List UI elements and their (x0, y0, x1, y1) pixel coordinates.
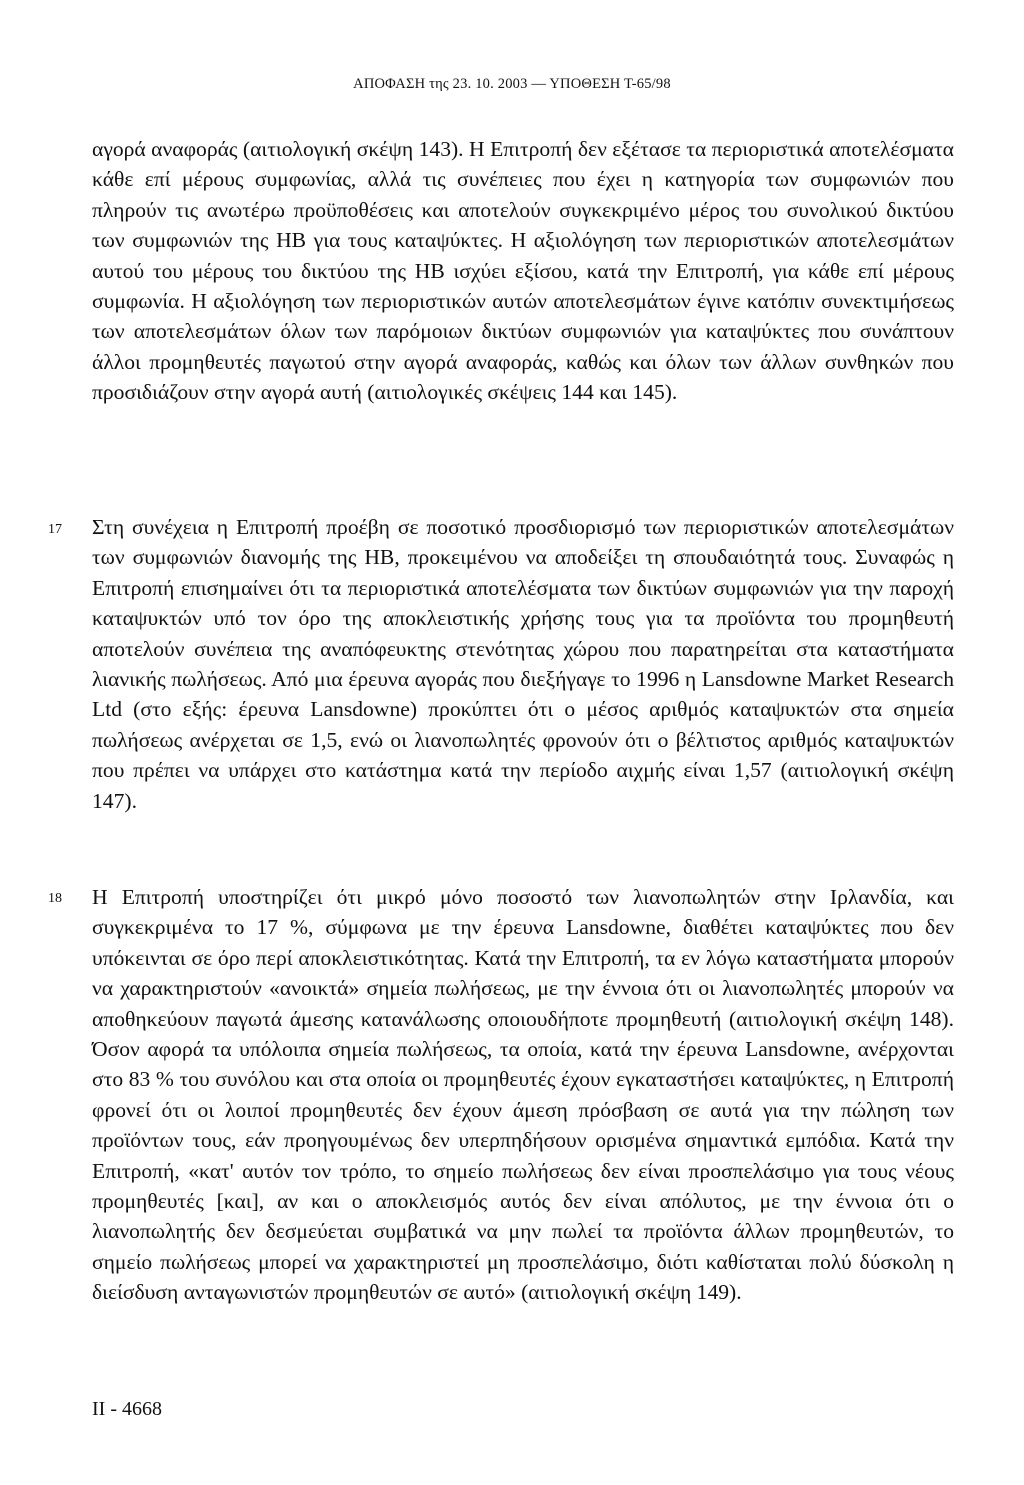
page-number: II - 4668 (92, 1398, 162, 1420)
paragraph-17: Στη συνέχεια η Επιτροπή προέβη σε ποσοτικό προσδιορισμό των περιοριστικών αποτελεσμάτων των συμφωνιών διανομής της ΗΒ, προκειμένου να αποδείξει τη σπουδαιότητά τους. Συναφώς η Επιτροπή επισημαίνει ότι τα περιοριστικά αποτελέσματα των δικτύων συμφωνιών για την παροχή καταψυκτών υπό τον όρο της αποκλειστικής χρήσης τους για τα προϊόντα του προμηθευτή αποτελούν συνέπεια της αναπόφευκτης στενότητας χώρου που παρατηρείται στα καταστήματα λιανικής πωλήσεως. Από μια έρευνα αγοράς που διεξήγαγε το 1996 η Lansdowne Market Research Ltd (στο εξής: έρευνα Lansdowne) προκύπτει ότι ο μέσος αριθμός καταψυκτών στα σημεία πωλήσεως ανέρχεται σε 1,5, ενώ οι λιανοπωλητές φρονούν ότι ο βέλτιστος αριθμός καταψυκτών που πρέπει να υπάρχει στο κατάστημα κατά την περίοδο αιχμής είναι 1,57 (αιτιολογική σκέψη 147). (92, 515, 954, 813)
paragraph-number-18: 18 (48, 891, 62, 906)
paragraph-number-17: 17 (48, 522, 62, 537)
paragraph-continued: αγορά αναφοράς (αιτιολογική σκέψη 143). Η Επιτροπή δεν εξέτασε τα περιοριστικά αποτελέσματα κάθε επί μέρους συμφωνίας, αλλά τις συνέπειες που έχει η κατηγορία των συμφωνιών που πληρούν τις ανωτέρω προϋποθέσεις και αποτελούν συγκεκριμένο μέρος του συνολικού δικτύου των συμφωνιών της ΗΒ για τους καταψύκτες. Η αξιολόγηση των περιοριστικών αποτελεσμάτων αυτού του μέρους του δικτύου της ΗΒ ισχύει εξίσου, κατά την Επιτροπή, για κάθε επί μέρους συμφωνία. Η αξιολόγηση των περιοριστικών αυτών αποτελεσμάτων έγινε κατόπιν συνεκτιμήσεως των αποτελεσμάτων όλων των παρόμοιων δικτύων συμφωνιών για καταψύκτες που συνάπτουν άλλοι προμηθευτές παγωτού στην αγορά αναφοράς, καθώς και όλων των άλλων συνθηκών που προσιδιάζουν στην αγορά αυτή (αιτιολογικές σκέψεις 144 και 145). (92, 137, 954, 405)
paragraph-18: Η Επιτροπή υποστηρίζει ότι μικρό μόνο ποσοστό των λιανοπωλητών στην Ιρλανδία, και συγκεκριμένα το 17 %, σύμφωνα με την έρευνα Lansdowne, διαθέτει καταψύκτες που δεν υπόκεινται σε όρο περί αποκλειστικότητας. Κατά την Επιτροπή, τα εν λόγω καταστήματα μπορούν να χαρακτηριστούν «ανοικτά» σημεία πωλήσεως, με την έννοια ότι οι λιανοπωλητές μπορούν να αποθηκεύουν παγωτά άμεσης κατανάλωσης οποιουδήποτε προμηθευτή (αιτιολογική σκέψη 148). Όσον αφορά τα υπόλοιπα σημεία πωλήσεως, τα οποία, κατά την έρευνα Lansdowne, ανέρχονται στο 83 % του συνόλου και στα οποία οι προμηθευτές έχουν εγκαταστήσει καταψύκτες, η Επιτροπή φρονεί ότι οι λοιποί προμηθευτές δεν έχουν άμεση πρόσβαση σε αυτά για την πώληση των προϊόντων τους, εάν προηγουμένως δεν υπερπηδήσουν ορισμένα σημαντικά εμπόδια. Κατά την Επιτροπή, «κατ' αυτόν τον τρόπο, το σημείο πωλήσεως δεν είναι προσπελάσιμο για τους νέους προμηθευτές [και], αν και ο αποκλεισμός αυτός δεν είναι απόλυτος, με την έννοια ότι ο λιανοπωλητής δεν δεσμεύεται συμβατικά να μην πωλεί τα προϊόντα άλλων προμηθευτών, το σημείο πωλήσεως μπορεί να χαρακτηριστεί μη προσπελάσιμο, διότι καθίσταται πολύ δύσκολη η διείσδυση ανταγωνιστών προμηθευτών σε αυτό» (αιτιολογική σκέψη 149). (92, 885, 954, 1305)
running-header: ΑΠΟΦΑΣΗ της 23. 10. 2003 — ΥΠΟΘΕΣΗ Τ-65/98 (353, 76, 671, 92)
